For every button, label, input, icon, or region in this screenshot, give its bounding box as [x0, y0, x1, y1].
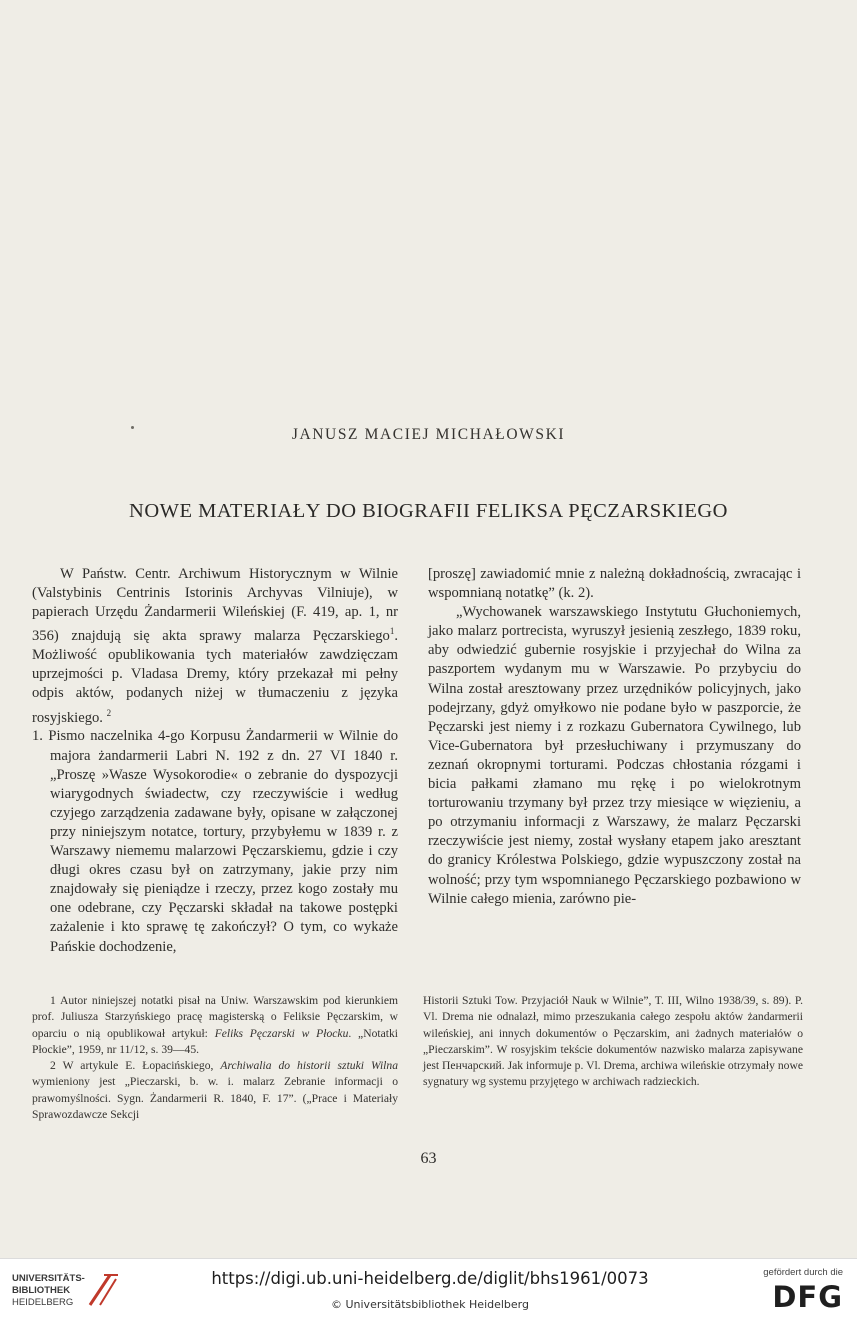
- article-title: NOWE MATERIAŁY DO BIOGRAFII FELIKSA PĘCZARSKIEGO: [129, 500, 728, 522]
- right-column: [428, 565, 801, 909]
- footnotes-right: [423, 993, 803, 1091]
- footnote-ref-1: 1: [389, 626, 395, 637]
- right-paragraph-1: [proszę] zawiadomić mnie z należną dokładnością, zwracając i wspomnianą notatkę” (k. 2).: [428, 566, 801, 602]
- footnotes-left: [32, 993, 398, 1123]
- article-author: JANUSZ MACIEJ MICHAŁOWSKI: [291, 426, 566, 443]
- right-paragraph-2: „Wychowanek warszawskiego Instytutu Głuchoniemych, jako malarz portrecista, wyruszył jesienią zeszłego, 1839 roku, aby odwiedzić gubernie rosyjskie i przyjechał do Wilna za paszportem wydanym mu w Warszawie. Po przybyciu do Wilna został aresztowany przez urzędników policyjnych, jako podejrzany, gdyż omyłkowo nie podane było w paszporcie, że Pęczarski jest niemy i z rozkazu Gubernatora Cywilnego, lub Vice-Gubernatora był przesłuchiwany i przymuszany do zeznań okropnymi torturami. Podczas chłostania rózgami i bicia pałkami złamano mu rękę i po wielokrotnym torturowaniu trzymany był przez trzy miesiące w więzieniu, a po otrzymaniu informacji z Warszawy, że malarz Pęczarski rzeczywiście jest niemy, został wysłany etapem jako aresztant do granicy Królestwa Polskiego, gdzie wypuszczony został na wolność; przy tym wspomnianego Pęczarskiego pozbawiono w Wilnie całego mienia, zarówno pie-: [428, 604, 801, 907]
- library-logo-icon: [86, 1269, 120, 1309]
- permalink-url[interactable]: https://digi.ub.uni-heidelberg.de/diglit/bhs1961/0073: [211, 1269, 649, 1288]
- funding-caption: gefördert durch die: [763, 1267, 843, 1278]
- page-number: 63: [420, 1150, 437, 1167]
- left-paragraph-1: W Państw. Centr. Archiwum Historycznym w Wilnie (Valstybinis Centrinis Istorinis Archyvas Vilniuje), w papierach Urzędu Żandarmerii Wileńskiej (F. 419, ap. 1, nr 356) znajdują się akta sprawy malarza Pęczarskiego$^1$. Możliwość opublikowania tych materiałów zawdzięczam uprzejmości p. Vladasa Dremy, który przekazał mi pełny odpis aktów, podanych niżej w tłumaczeniu z języka rosyjskiego. $^2$: [32, 566, 398, 726]
- viewer-footer: [0, 1258, 857, 1321]
- footnote-2: 2 W artykule E. Łopacińskiego, Archiwalia do historii sztuki Wilna wymieniony jest „Pieczarski, b. w. i. malarz Zebranie informacji o prawomyślności. Sygn. Żandarmerii R. 1840, F. 17”. („Prace i Materiały Sprawozdawcze Sekcji: [32, 1059, 398, 1122]
- copyright-notice: © Universitätsbibliothek Heidelberg: [330, 1298, 529, 1311]
- library-logo-text[interactable]: UNIVERSITÄTS- BIBLIOTHEK HEIDELBERG: [12, 1273, 85, 1308]
- footnote-1: 1 Autor niniejszej notatki pisał na Uniw. Warszawskim pod kierunkiem prof. Juliusza Starzyńskiego pracę magisterską o Feliksie Pęczarskim, w oparciu o nią opublikował artykuł: Feliks Pęczarski w Płocku. „Notatki Płockie”, 1959, nr 11/12, s. 39—45.: [32, 994, 398, 1056]
- left-column: [32, 565, 398, 957]
- dfg-logo[interactable]: DFG: [772, 1280, 843, 1314]
- footnote-ref-2: 2: [106, 707, 112, 718]
- footnote-2-continued: Historii Sztuki Tow. Przyjaciół Nauk w Wilnie”, T. III, Wilno 1938/39, s. 89). P. Vl. Drema nie odnalazł, mimo przeszukania całego zespołu aktów żandarmerii wileńskiej, ani innych dokumentów o Pęczarskim, ani żadnych materiałów o „Pieczarskim”. W rosyjskim tekście dokumentów nazwisko malarza zapisywane jest Пенчарский. Jak informuje p. Vl. Drema, archiwa wileńskie otrzymały nowe sygnatury wg systemu przyjętego w archiwach radzieckich.: [423, 994, 803, 1089]
- document-item-1: 1. Pismo naczelnika 4-go Korpusu Żandarmerii w Wilnie do majora żandarmerii Labri N. 192 z dn. 27 VI 1840 r. „Proszę »Wasze Wysokorodie« o zebranie do dyspozycji wiarygodnych świadectw, czy rzeczywiście i według czyjego zarządzenia zadawane były, opisane w załączonej przy niniejszym notatce, tortury, przybyłemu w 1839 r. z Warszawy niememu malarzowi Pęczarskiemu, gdzie i czy długi okres czasu był on zatrzymany, jakie przy nim znajdowały się pieniądze i rzeczy, przez kogo zostały mu one odebrane, czy Pęczarski składał na takowe postępki zażalenie i kto sprawę tę zakończył? O tym, co wykaże Pańskie dochodzenie,: [32, 728, 398, 955]
